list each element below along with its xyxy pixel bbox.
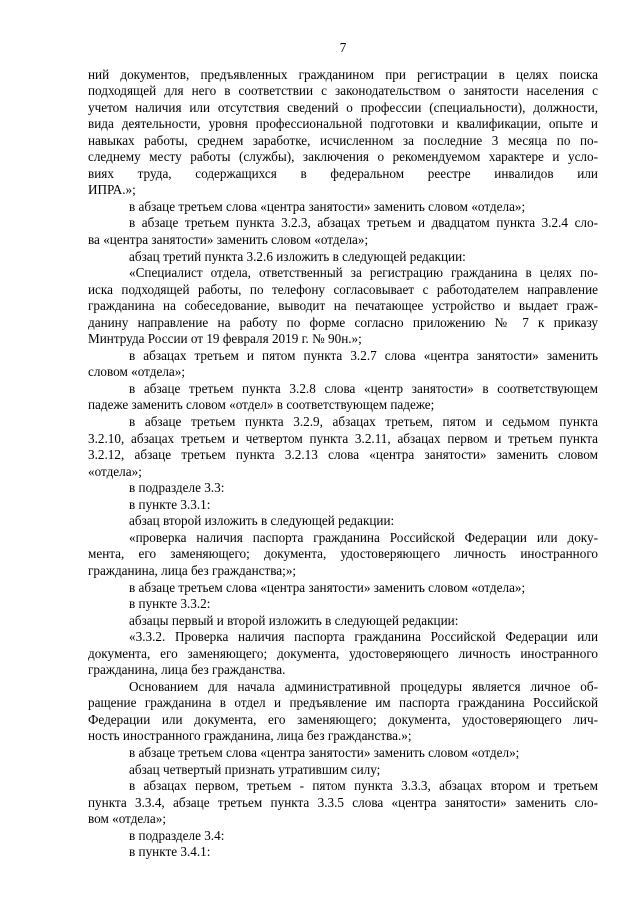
page-number: 7	[339, 40, 347, 55]
text-line: гражданина на собеседование, выводит на печатающее устройство и выдает граж-	[88, 298, 598, 314]
text-line: в пункте 3.3.2:	[129, 596, 211, 612]
document-page	[88, 40, 598, 861]
text-line: в абзаце третьем слова «центра занятости» заменить словом «отдела»;	[129, 198, 526, 214]
text-line: в абзаце третьем слова «центра занятости» заменить словом «отдела»;	[129, 579, 526, 595]
text-line: в пункте 3.4.1:	[129, 844, 211, 860]
text-line: гражданина, лица без гражданства;»;	[88, 562, 297, 578]
text-line: «3.3.2. Проверка наличия паспорта гражданина Российской Федерации или	[129, 629, 598, 645]
text-line: «проверка наличия паспорта гражданина Российской Федерации или доку-	[129, 529, 598, 545]
text-line: в абзаце третьем пункта 3.2.9, абзацах третьем, пятом и седьмом пункта	[129, 414, 598, 430]
text-line: ний документов, предъявленных гражданином при регистрации в целях поиска	[88, 66, 598, 82]
text-line: в абзаце третьем пункта 3.2.3, абзацах третьем и двадцатом пункта 3.2.4 сло-	[129, 215, 598, 231]
text-line: «Специалист отдела, ответственный за регистрацию гражданина в целях по-	[129, 265, 598, 281]
text-line: в абзацах первом, третьем - пятом пункта 3.3.3, абзацах втором и третьем	[129, 778, 598, 794]
text-line: подходящей для него в соответствии с законодательством о занятости населения с	[88, 83, 598, 99]
text-line: в абзаце третьем пункта 3.2.8 слова «центр занятости» в соответствующем	[129, 380, 598, 396]
text-line: гражданина, лица без гражданства.	[88, 662, 286, 678]
text-line: в абзацах третьем и пятом пункта 3.2.7 слова «центра занятости» заменить	[129, 347, 598, 363]
text-line: абзацы первый и второй изложить в следующей редакции:	[129, 612, 459, 628]
text-line: навыках работы, среднем заработке, исчисленном за последние 3 месяца по по-	[88, 132, 598, 148]
text-line: Основанием для начала административной процедуры является личное об-	[129, 678, 598, 694]
text-line: виях труда, содержащихся в федеральном реестре инвалидов или	[88, 165, 598, 181]
text-line: пункта 3.3.4, абзаце третьем пункта 3.3.5 слова «центра занятости» заменить сло-	[88, 794, 598, 810]
text-line: абзац четвертый признать утратившим силу;	[129, 761, 381, 777]
text-line: в пункте 3.3.1:	[129, 496, 211, 512]
text-line: в подразделе 3.4:	[129, 827, 225, 843]
text-line: абзац второй изложить в следующей редакции:	[129, 513, 395, 529]
text-line: учетом наличия или отсутствия сведений о профессии (специальности), должности,	[88, 99, 598, 115]
text-line: в подразделе 3.3:	[129, 480, 225, 496]
text-line: вом «отдела»;	[88, 811, 166, 827]
text-line: ращение гражданина в отдел и предъявление им паспорта гражданина Российской	[88, 695, 598, 711]
text-line: 3.2.10, абзацах третьем и четвертом пункта 3.2.11, абзацах первом и третьем пункта	[88, 430, 598, 446]
text-line: ИПРА.»;	[88, 182, 136, 198]
text-line: «отдела»;	[88, 463, 142, 479]
document-body	[88, 67, 598, 861]
text-line: документа, его заменяющего; документа, удостоверяющего личность иностранного	[88, 645, 598, 661]
text-line: вида деятельности, уровня профессиональной подготовки и квалификации, опыте и	[88, 116, 598, 132]
text-line: падеже заменить словом «отдел» в соответствующем падеже;	[88, 397, 435, 413]
text-line: ность иностранного гражданина, лица без гражданства.»;	[88, 728, 412, 744]
text-line: иска подходящей работы, по телефону согласовывает с работодателем направление	[88, 281, 598, 297]
text-line: данину направление на работу по форме согласно приложению № 7 к приказу	[88, 314, 598, 330]
text-line: следнему месту работы (службы), заключения о рекомендуемом характере и усло-	[88, 149, 598, 165]
text-line: 3.2.12, абзаце третьем пункта 3.2.13 слова «центра занятости» заменить словом	[88, 447, 598, 463]
text-line: абзац третий пункта 3.2.6 изложить в следующей редакции:	[129, 248, 466, 264]
text-line: в абзаце третьем слова «центра занятости» заменить словом «отдел»;	[129, 744, 520, 760]
text-line: мента, его заменяющего; документа, удостоверяющего личность иностранного	[88, 546, 598, 562]
text-line: Минтруда России от 19 февраля 2019 г. № 90н.»;	[88, 331, 362, 347]
text-line: ва «центра занятости» заменить словом «отдела»;	[88, 232, 369, 248]
text-line: словом «отдела»;	[88, 364, 186, 380]
text-line: Федерации или документа, его заменяющего; документа, удостоверяющего лич-	[88, 711, 598, 727]
